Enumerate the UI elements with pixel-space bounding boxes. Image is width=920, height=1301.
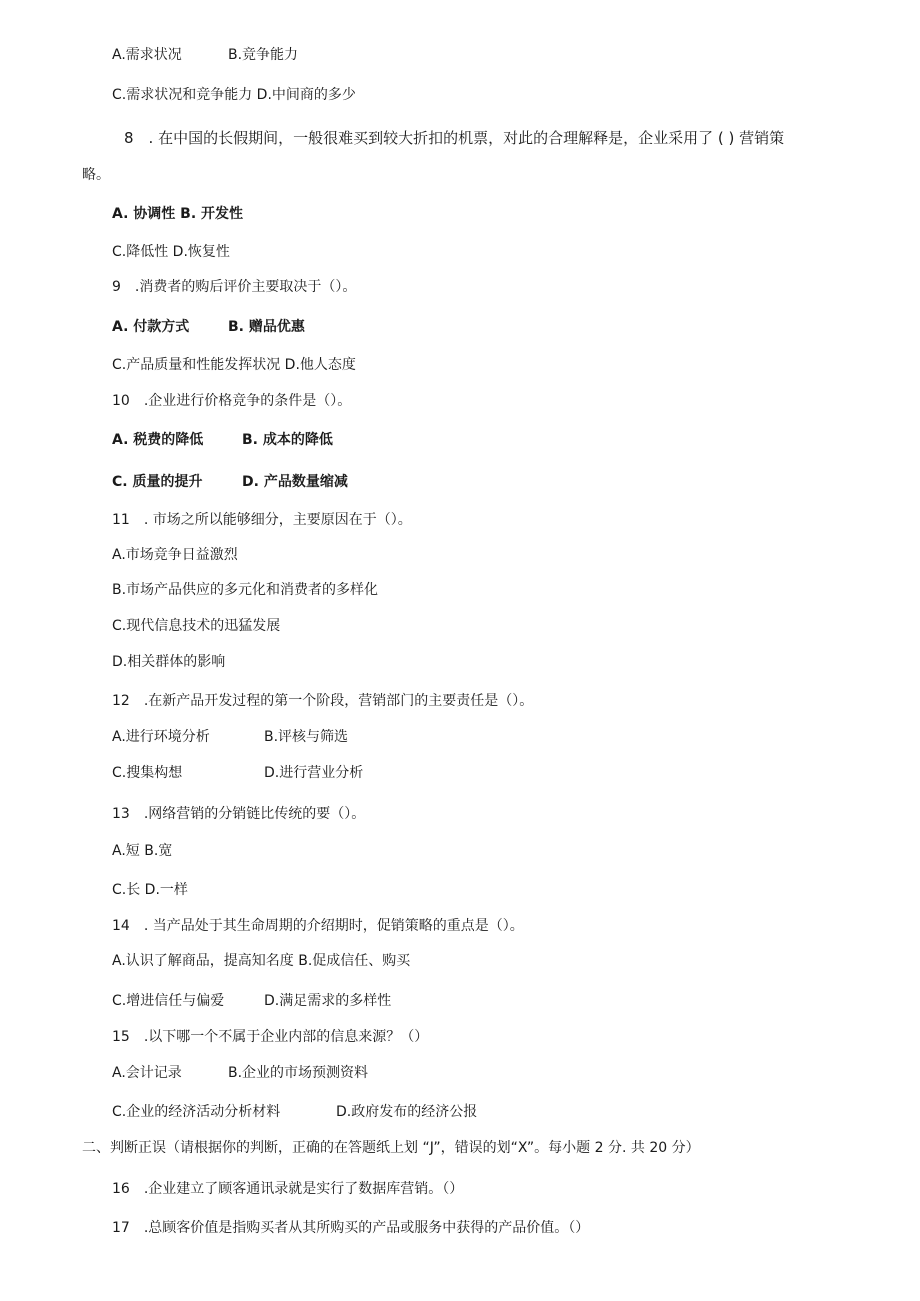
option-line: B.市场产品供应的多元化和消费者的多样化 xyxy=(112,582,379,598)
option-line: C.现代信息技术的迅猛发展 xyxy=(112,618,281,634)
option-line: D.满足需求的多样性 xyxy=(264,993,392,1009)
option-line: A.认识了解商品，提高知名度 B.促成信任、购买 xyxy=(112,953,411,969)
option-line: D. 产品数量缩减 xyxy=(242,474,348,490)
option-line: A.会计记录 xyxy=(112,1065,182,1081)
option-line: A.需求状况 xyxy=(112,47,182,63)
section-heading-true-false: 二、判断正误（请根据你的判断，正确的在答题纸上划 “J”，错误的划“X”。每小题 2 分. 共 20 分） xyxy=(82,1140,700,1156)
option-line: C. 质量的提升 xyxy=(112,474,203,490)
question-14: 14 . 当产品处于其生命周期的介绍期时，促销策略的重点是（）。 xyxy=(112,918,524,934)
question-9: 9 .消费者的购后评价主要取决于（）。 xyxy=(112,279,357,295)
option-line: D.进行营业分析 xyxy=(264,765,364,781)
question-12: 12 .在新产品开发过程的第一个阶段，营销部门的主要责任是（）。 xyxy=(112,693,534,709)
question-10: 10 .企业进行价格竞争的条件是（）。 xyxy=(112,393,352,409)
question-8: 8 . 在中国的长假期间，一般很难买到较大折扣的机票，对此的合理解释是，企业采用了 ( ) 营销策 xyxy=(124,129,785,147)
option-line: B.评核与筛选 xyxy=(264,729,349,745)
question-17: 17 .总顾客价值是指购买者从其所购买的产品或服务中获得的产品价值。（） xyxy=(112,1220,590,1236)
option-line: C.长 D.一样 xyxy=(112,882,188,898)
option-line: C.企业的经济活动分析材料 xyxy=(112,1104,281,1120)
option-line: D.相关群体的影响 xyxy=(112,654,226,670)
option-line: A. 协调性 B. 开发性 xyxy=(112,206,244,222)
option-line: C.产品质量和性能发挥状况 D.他人态度 xyxy=(112,357,356,373)
option-line: B. 赠品优惠 xyxy=(228,319,305,335)
option-line: A.市场竞争日益激烈 xyxy=(112,547,238,563)
question-16: 16 .企业建立了顾客通讯录就是实行了数据库营销。（） xyxy=(112,1181,464,1197)
option-line: C.需求状况和竞争能力 D.中间商的多少 xyxy=(112,87,356,103)
option-line: C.降低性 D.恢复性 xyxy=(112,244,230,260)
option-line: D.政府发布的经济公报 xyxy=(336,1104,478,1120)
option-line: A. 付款方式 xyxy=(112,319,190,335)
option-line: A.进行环境分析 xyxy=(112,729,210,745)
option-line: B. 成本的降低 xyxy=(242,432,333,448)
question-13: 13 .网络营销的分销链比传统的要（）。 xyxy=(112,806,366,822)
option-line: B.企业的市场预测资料 xyxy=(228,1065,369,1081)
question-15: 15 .以下哪一个不属于企业内部的信息来源？（） xyxy=(112,1029,429,1045)
option-line: C.搜集构想 xyxy=(112,765,183,781)
option-line: A.短 B.宽 xyxy=(112,843,173,859)
option-line: A. 税费的降低 xyxy=(112,432,204,448)
option-line: B.竞争能力 xyxy=(228,47,299,63)
question-11: 11 . 市场之所以能够细分，主要原因在于（）。 xyxy=(112,512,412,528)
question-8-continued: 略。 xyxy=(82,167,110,183)
option-line: C.增进信任与偏爱 xyxy=(112,993,225,1009)
